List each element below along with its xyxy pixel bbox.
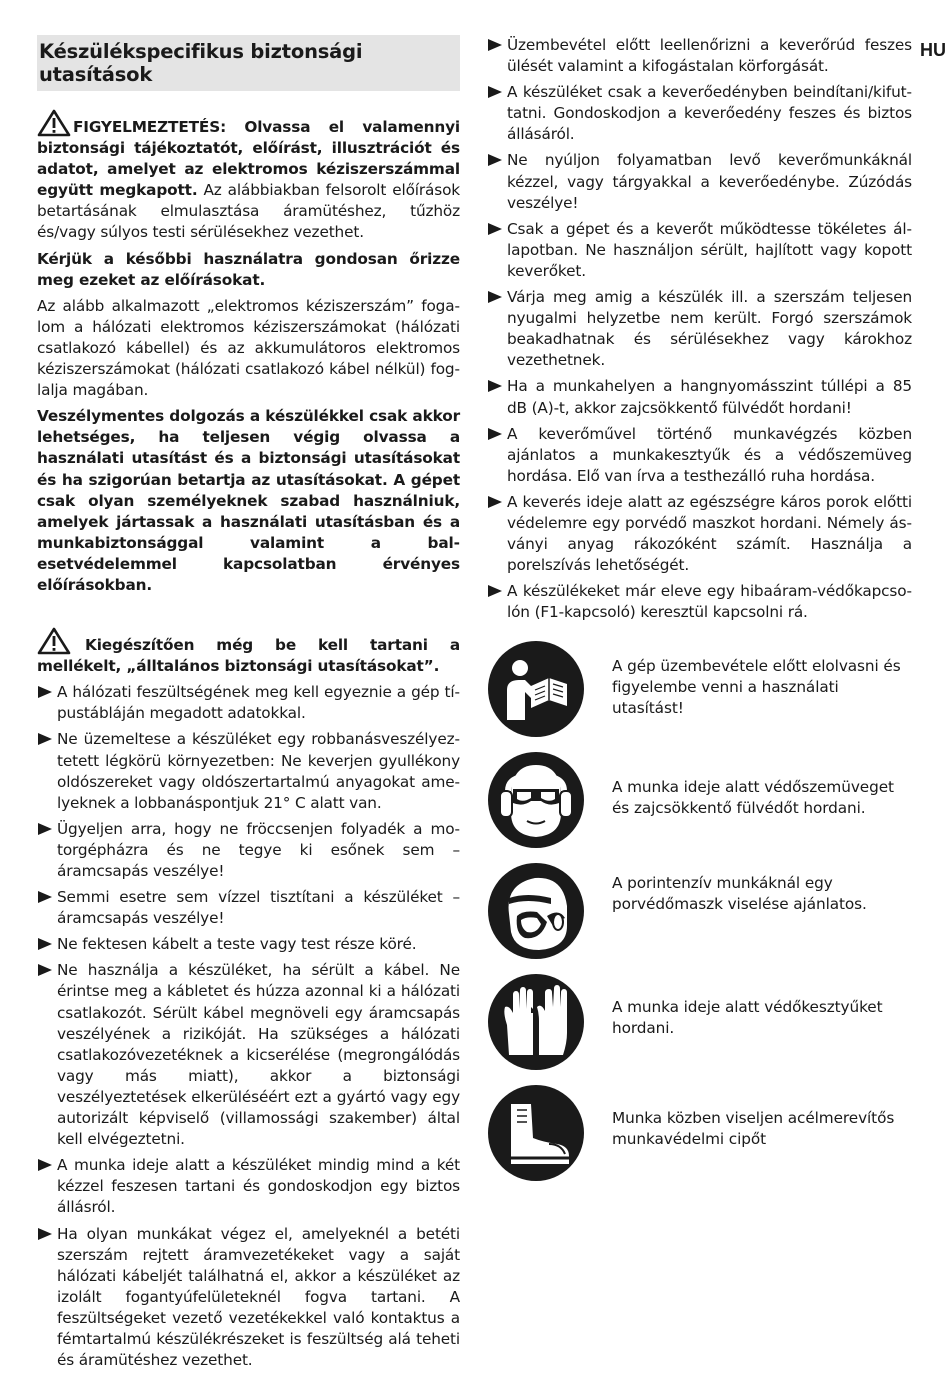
symbol-row bbox=[487, 640, 917, 744]
bullet-arrow-icon bbox=[488, 223, 502, 235]
term-note: Az alább alkalmazott „elektromos kéziszerszám” fogalom a hálózati elektromos kéziszerszámokat (hálózati csatlakozó kábellel) és az akkumulátoros elektromos kéziszerszámokat (hálózati csatlakozó kábel nélkül) foglalja magában. bbox=[37, 296, 460, 400]
symbol-text: Munka közben viseljen acélmerevítős munkavédelmi cipőt bbox=[612, 1109, 895, 1149]
additional-note bbox=[37, 627, 460, 677]
symbol-text: A munka ideje alatt védőszemüveget és zajcsökkentő fülvédőt hordani. bbox=[612, 778, 894, 818]
right-column bbox=[487, 35, 912, 628]
list-item: A munka ideje alatt a készüléket mindig mind a két kézzel feszesen tartani és gondoskodjon egy biztos állásról. bbox=[37, 1155, 460, 1218]
list-item: Ha a munkahelyen a hangnyomásszint túllépi a 85 dB (A)-t, akkor zajcsökkentő fülvédőt hordani! bbox=[487, 376, 912, 418]
bullet-arrow-icon bbox=[38, 891, 52, 903]
goggles-ear-protection-icon bbox=[487, 751, 585, 849]
list-item: Ha olyan munkákat végez el, amelyeknél a betéti szerszám rejtett áramvezetékeket vagy a saját hálózati kábeljét találhatná el, akkor a készüléket az izolált fogantyúfelületeknél fogva tartani. A feszültségeket vezető vezetékekkel való kontaktus a fémtartalmú készülékrészeket is feszültség alá teheti és áramütéshez vezethet. bbox=[37, 1224, 460, 1372]
bullet-arrow-icon bbox=[488, 380, 502, 392]
list-item: Ne nyúljon folyamatban levő keverőmunkáknál kézzel, vagy tárgyakkal a keverőedénybe. Zúzódás veszélye! bbox=[487, 150, 912, 213]
keep-note: Kérjük a későbbi használatra gondosan őrizze meg ezeket az előírásokat. bbox=[37, 249, 460, 289]
list-item: Ne üzemeltese a készüléket egy robbanásveszélyeztetett légkörü környezetben: Ne keverjen gyullékony oldószereket vagy oldószertartalmú anyagokat amelyeknek a lobbanáspontjuk 21° C alatt van. bbox=[37, 729, 460, 813]
safety-boots-icon bbox=[487, 1084, 585, 1182]
symbol-text: A porintenzív munkáknál egy porvédőmaszk viselése ajánlatos. bbox=[612, 874, 867, 914]
list-item: A keverőművel történő munkavégzés közben ajánlatos a munkakesztyűk és a védőszemüveg hordása. Elő van írva a testhezálló ruha hordása. bbox=[487, 424, 912, 487]
gloves-icon bbox=[487, 973, 585, 1071]
left-bullet-list bbox=[37, 682, 460, 1371]
list-item: A hálózati feszültségének meg kell egyeznie a gép típustábláján megadott adatokkal. bbox=[37, 682, 460, 724]
page-title: Készülékspecifikus biztonsági utasítások bbox=[39, 40, 363, 86]
additional-text: Kiegészítően még be kell tartani a mellékelt, „álltalános biztonsági utasításokat”. bbox=[37, 636, 460, 676]
list-item: Ne használja a készüléket, ha sérült a kábel. Ne érintse meg a kábletet és húzza azonnal ki a hálózati csatlakozót. Sérült kábel megnöveli egy áramcsapás veszélyének a rizikóját. Ha szükséges a hálózati csatlakozóvezetéknek a kicserélése (megrongálódás vagy más miatt), akkor a biztonsági veszélyeztetések elkerüléséért ezt a gyártó vagy egy autorizált képviselő (villamossági szakember) által kell elvégeztetni. bbox=[37, 960, 460, 1150]
symbol-row bbox=[487, 1084, 917, 1188]
safe-note: Veszélymentes dolgozás a készülékkel csak akkor lehetséges, ha teljesen végig olvassa a használati utasítást és a biztonsági utasításokat és ha szigorúan betartja az utasításokat. A gépet csak olyan személyeknek szabad használniuk, amelyek jártassak a használati utasításban és a munkabiztonsággal valamint a balesetvédelemmel kapcsolatban érvényes előírásokban. bbox=[37, 407, 460, 594]
left-column bbox=[37, 35, 460, 1376]
list-item: A keverés ideje alatt az egészségre káros porok előtti védelemre egy porvédő maszkot hordani. Némely ásványi anyag rákozóként számít. Használja a porelszívás lehetőségét. bbox=[487, 492, 912, 576]
symbol-row bbox=[487, 751, 917, 855]
read-manual-icon bbox=[487, 640, 585, 738]
title-box bbox=[37, 35, 460, 91]
symbol-row bbox=[487, 862, 917, 966]
list-item: A készüléket csak a keverőedényben beindítani/kifuttatni. Gondoskodjon a keverőedény feszes és biztos állásáról. bbox=[487, 82, 912, 145]
bullet-arrow-icon bbox=[488, 428, 502, 440]
warning-paragraph bbox=[37, 109, 460, 244]
symbol-row bbox=[487, 973, 917, 1077]
bullet-arrow-icon bbox=[488, 496, 502, 508]
warning-bold-text: FIGYELMEZTETÉS: Olvassa el valamennyi biztonsági tájékoztatót, előírást, illusztrációt és adatot, amelyet az elektromos kéziszerszámmal együtt megkapott. bbox=[37, 118, 460, 200]
symbol-text: A gép üzembevétele előtt elolvasni és figyelembe venni a használati utasítást! bbox=[612, 657, 901, 718]
list-item: Üzembevétel előtt leellenőrizni a keverőrúd feszes ülését valamint a kifogástalan körforgását. bbox=[487, 35, 912, 77]
bullet-arrow-icon bbox=[488, 86, 502, 98]
bullet-arrow-icon bbox=[488, 39, 502, 51]
bullet-arrow-icon bbox=[38, 823, 52, 835]
dust-mask-icon bbox=[487, 862, 585, 960]
warning-triangle-icon bbox=[37, 627, 71, 655]
bullet-arrow-icon bbox=[488, 154, 502, 166]
right-bullet-list bbox=[487, 35, 912, 623]
bullet-arrow-icon bbox=[488, 291, 502, 303]
bullet-arrow-icon bbox=[38, 964, 52, 976]
warning-triangle-icon bbox=[37, 109, 71, 137]
list-item: Ügyeljen arra, hogy ne fröccsenjen folyadék a motorgépházra és ne tegye ki esőnek sem – áramcsapás veszélye! bbox=[37, 819, 460, 882]
bullet-arrow-icon bbox=[38, 938, 52, 950]
bullet-arrow-icon bbox=[38, 686, 52, 698]
warning-normal-text: Az alábbiakban felsorolt előírások betartásának elmulasztása áramütéshez, tűzhöz és/vagy súlyos testi sérülésekhez vezethet. bbox=[37, 181, 460, 242]
bullet-arrow-icon bbox=[38, 1159, 52, 1171]
list-item: Ne fektesen kábelt a teste vagy test része köré. bbox=[37, 934, 460, 955]
bullet-arrow-icon bbox=[38, 733, 52, 745]
list-item: Semmi esetre sem vízzel tisztítani a készüléket – áramcsapás veszélye! bbox=[37, 887, 460, 929]
bullet-arrow-icon bbox=[38, 1228, 52, 1240]
language-tag: HU bbox=[920, 40, 946, 60]
list-item: Várja meg amig a készülék ill. a szerszám teljesen nyugalmi helyzetbe nem került. Forgó szerszámok beakadhatnak és sérülésekhez vagy károkhoz vezethetnek. bbox=[487, 287, 912, 371]
list-item: Csak a gépet és a keverőt működtesse tökéletes állapotban. Ne használjon sérült, hajlított vagy kopott keverőket. bbox=[487, 219, 912, 282]
list-item: A készülékeket már eleve egy hibaáram-védőkapcsolón (F1-kapcsoló) keresztül kapcsolni rá. bbox=[487, 581, 912, 623]
symbol-text: A munka ideje alatt védőkesztyűket hordani. bbox=[612, 998, 883, 1038]
bullet-arrow-icon bbox=[488, 585, 502, 597]
